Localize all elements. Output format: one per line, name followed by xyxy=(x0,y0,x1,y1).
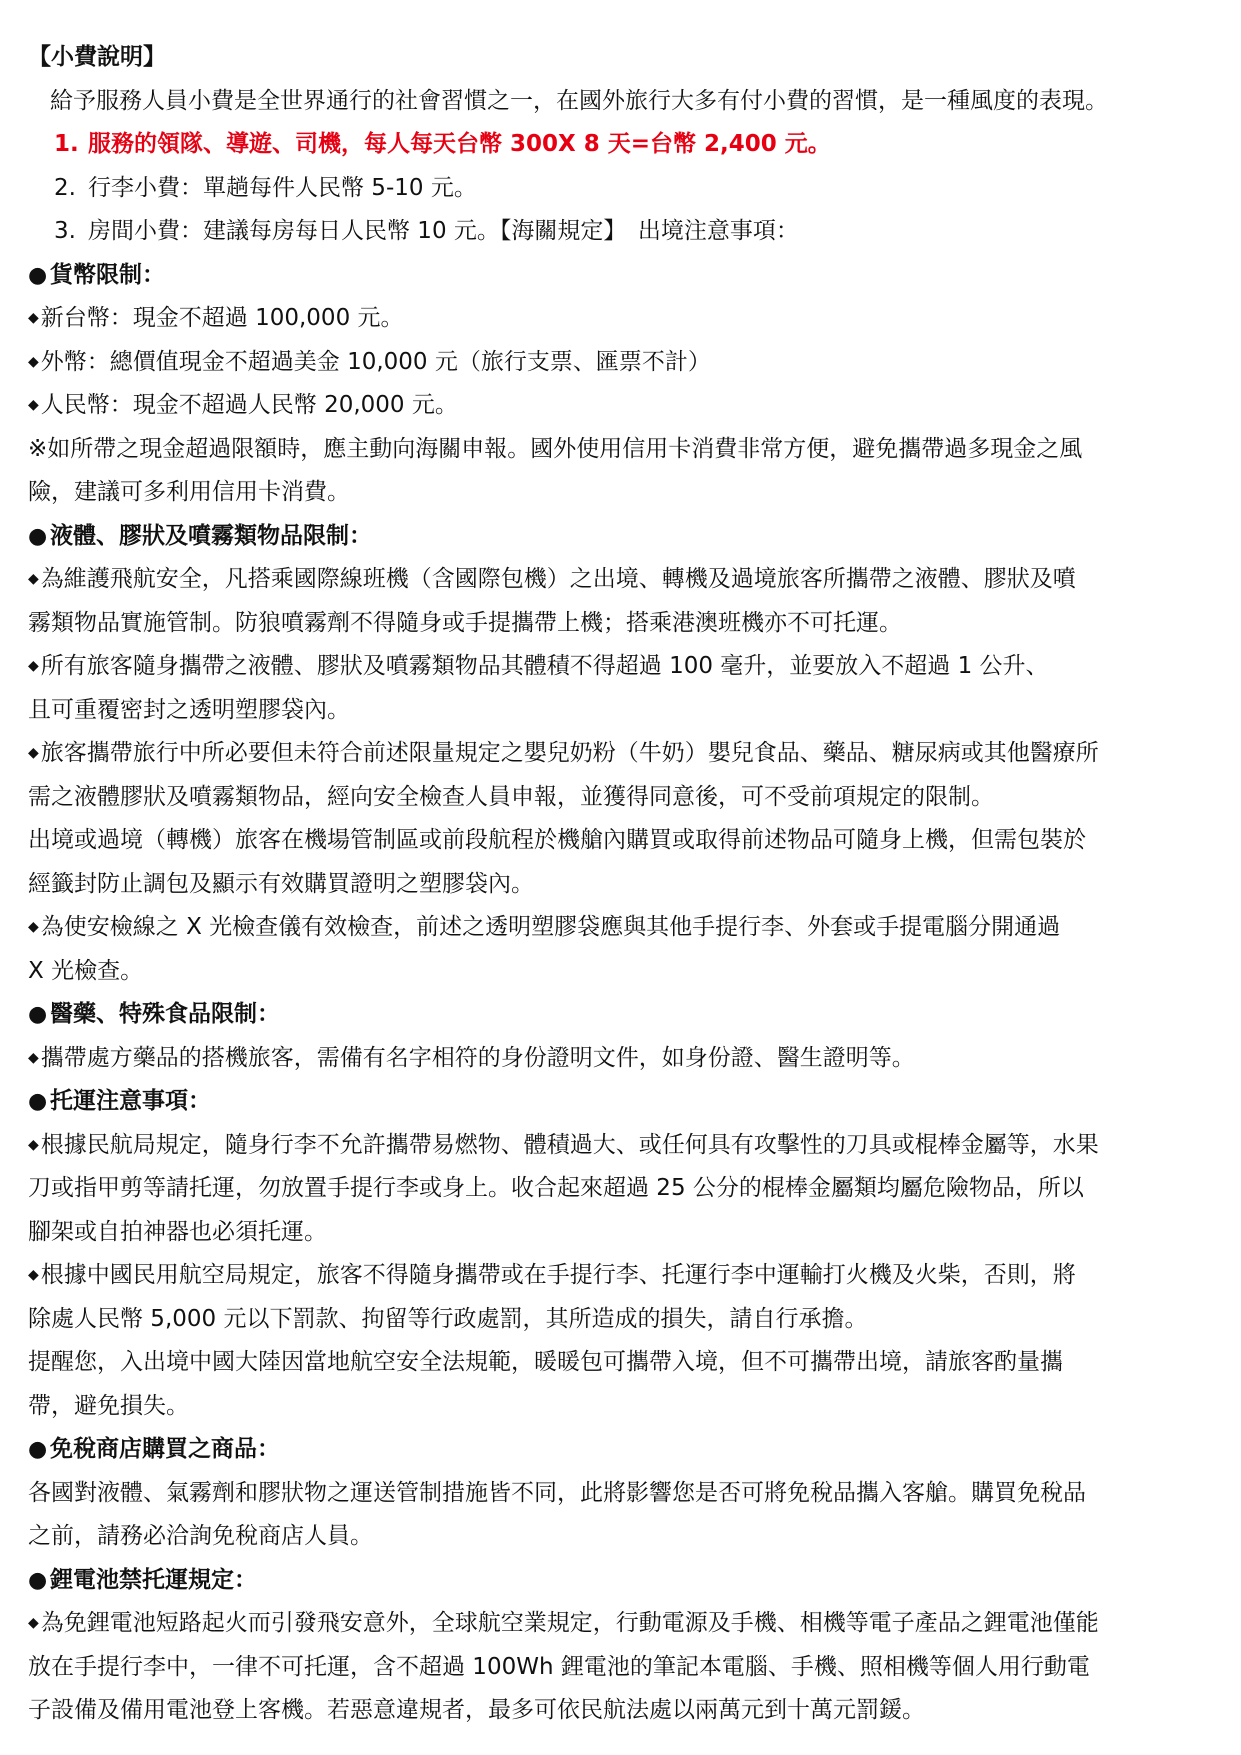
diamond-bullet-icon: ◆ xyxy=(28,1615,39,1631)
diamond-bullet-icon: ◆ xyxy=(28,397,39,413)
battery-p1-line-2: 放在手提行李中，一律不可托運，含不超過 100Wh 鋰電池的筆記本電腦、手機、照相機等個人用行動電 xyxy=(28,1653,1090,1680)
tip-section-title: 【小費說明】 xyxy=(28,44,166,70)
tip-item-number: 2. xyxy=(54,174,76,201)
heading-text: 免稅商店購買之商品： xyxy=(50,1436,280,1462)
checked-p1-line-3: 腳架或自拍神器也必須托運。 xyxy=(28,1218,327,1245)
line-text: 攜帶處方藥品的搭機旅客，需備有名字相符的身份證明文件，如身份證、醫生證明等。 xyxy=(40,1044,915,1071)
heading-text: 鋰電池禁托運規定： xyxy=(50,1566,257,1593)
diamond-bullet-icon: ◆ xyxy=(28,1136,39,1153)
line-text: 為維護飛航安全，凡搭乘國際線班機（含國際包機）之出境、轉機及過境旅客所攜帶之液體、膠狀及噴 xyxy=(40,566,1076,592)
liquids-p2-line-2: 且可重覆密封之透明塑膠袋內。 xyxy=(28,696,350,723)
liquids-p3-line-2: 需之液體膠狀及噴霧類物品，經向安全檢查人員申報，並獲得同意後，可不受前項規定的限制。 xyxy=(28,783,994,810)
checked-p1-line-2: 刀或指甲剪等請托運，勿放置手提行李或身上。收合起來超過 25 公分的棍棒金屬類均屬危險物品，所以 xyxy=(28,1175,1084,1201)
tip-item-text: 服務的領隊、導遊、司機，每人每天台幣 300X 8 天=台幣 2,400 元。 xyxy=(88,131,831,157)
dot-bullet-icon: ● xyxy=(28,523,48,549)
line-text: 為使安檢線之 X 光檢查儀有效檢查，前述之透明塑膠袋應與其他手提行李、外套或手提電腦分開通過 xyxy=(40,914,1061,940)
tip-item-number: 1. xyxy=(54,131,79,157)
currency-line-twd xyxy=(28,297,1213,341)
checked-p2-line-2: 除處人民幣 5,000 元以下罰款、拘留等行政處罰，其所造成的損失，請自行承擔。 xyxy=(28,1305,868,1332)
liquids-heading xyxy=(28,515,1213,559)
checked-p1-line-1 xyxy=(28,1124,1213,1168)
heading-text: 醫藥、特殊食品限制： xyxy=(50,1001,280,1027)
dot-bullet-icon: ● xyxy=(28,262,48,288)
tip-item-1 xyxy=(28,123,1213,167)
dot-bullet-icon: ● xyxy=(28,1002,48,1027)
checked-heading xyxy=(28,1080,1213,1124)
diamond-bullet-icon: ◆ xyxy=(28,1049,39,1066)
heading-text: 液體、膠狀及噴霧類物品限制： xyxy=(50,522,372,549)
dot-bullet-icon: ● xyxy=(28,1437,48,1462)
line-text: 為免鋰電池短路起火而引發飛安意外，全球航空業規定，行動電源及手機、相機等電子產品之鋰電池僅能 xyxy=(40,1610,1099,1636)
heading-text: 貨幣限制： xyxy=(50,261,165,288)
currency-line-foreign xyxy=(28,341,1213,385)
currency-line-rmb xyxy=(28,384,1213,428)
checked-p2-line-3: 提醒您，入出境中國大陸因當地航空安全法規範，暖暖包可攜帶入境，但不可攜帶出境，請旅客酌量攜 xyxy=(28,1349,1063,1375)
liquids-p1-line-2: 霧類物品實施管制。防狼噴霧劑不得隨身或手提攜帶上機；搭乘港澳班機亦不可托運。 xyxy=(28,609,902,636)
tip-item-3 xyxy=(28,210,1213,254)
medicine-heading xyxy=(28,993,1213,1037)
diamond-bullet-icon: ◆ xyxy=(28,353,39,370)
battery-p1-line-1 xyxy=(28,1602,1213,1646)
tip-item-text: 房間小費：建議每房每日人民幣 10 元。【海關規定】 出境注意事項： xyxy=(88,218,799,244)
dot-bullet-icon: ● xyxy=(28,1567,48,1593)
liquids-p4-line-1 xyxy=(28,906,1213,950)
dutyfree-heading xyxy=(28,1428,1213,1472)
line-text: 新台幣：現金不超過 100,000 元。 xyxy=(40,305,404,331)
line-text: 旅客攜帶旅行中所必要但未符合前述限量規定之嬰兒奶粉（牛奶）嬰兒食品、藥品、糖尿病或其他醫療所 xyxy=(40,740,1099,766)
diamond-bullet-icon: ◆ xyxy=(28,745,39,761)
tip-item-text: 行李小費：單趟每件人民幣 5-10 元。 xyxy=(88,174,477,201)
line-text: 根據中國民用航空局規定，旅客不得隨身攜帶或在手提行李、托運行李中運輸打火機及火柴，否則，將 xyxy=(40,1262,1076,1288)
battery-p1-line-3: 子設備及備用電池登上客機。若惡意違規者，最多可依民航法處以兩萬元到十萬元罰鍰。 xyxy=(28,1697,925,1723)
diamond-bullet-icon: ◆ xyxy=(28,310,39,326)
tip-item-2 xyxy=(28,167,1213,211)
currency-note-line-2: 險，建議可多利用信用卡消費。 xyxy=(28,479,350,505)
tip-item-number: 3. xyxy=(54,218,76,244)
diamond-bullet-icon: ◆ xyxy=(28,919,39,935)
dutyfree-p1-line-1: 各國對液體、氣霧劑和膠狀物之運送管制措施皆不同，此將影響您是否可將免稅品攜入客艙。購買免稅品 xyxy=(28,1479,1086,1506)
checked-p2-line-1 xyxy=(28,1254,1213,1298)
battery-heading xyxy=(28,1559,1213,1603)
diamond-bullet-icon: ◆ xyxy=(28,658,39,674)
diamond-bullet-icon: ◆ xyxy=(28,571,39,587)
diamond-bullet-icon: ◆ xyxy=(28,1267,39,1283)
liquids-p3-line-1 xyxy=(28,732,1213,776)
document-page xyxy=(28,36,1213,1733)
line-text: 人民幣：現金不超過人民幣 20,000 元。 xyxy=(40,392,458,418)
liquids-p2-line-1 xyxy=(28,645,1213,689)
dot-bullet-icon: ● xyxy=(28,1089,48,1114)
heading-text: 托運注意事項： xyxy=(50,1088,211,1114)
liquids-p3-line-3: 出境或過境（轉機）旅客在機場管制區或前段航程於機艙內購買或取得前述物品可隨身上機，但需包裝於 xyxy=(28,827,1086,853)
liquids-p3-line-4: 經籤封防止調包及顯示有效購買證明之塑膠袋內。 xyxy=(28,870,534,897)
dutyfree-p1-line-2: 之前，請務必洽詢免稅商店人員。 xyxy=(28,1523,373,1549)
line-text: 根據民航局規定，隨身行李不允許攜帶易燃物、體積過大、或任何具有攻擊性的刀具或棍棒金屬等，水果 xyxy=(40,1131,1099,1158)
currency-note-line-1: ※如所帶之現金超過限額時，應主動向海關申報。國外使用信用卡消費非常方便，避免攜帶過多現金之風 xyxy=(28,435,1083,462)
line-text: 外幣：總價值現金不超過美金 10,000 元（旅行支票、匯票不計） xyxy=(40,348,711,375)
liquids-p1-line-1 xyxy=(28,558,1213,602)
checked-p2-line-4: 帶，避免損失。 xyxy=(28,1392,189,1419)
line-text: 所有旅客隨身攜帶之液體、膠狀及噴霧類物品其體積不得超過 100 毫升，並要放入不超過 1 公升、 xyxy=(40,653,1049,679)
tip-intro: 給予服務人員小費是全世界通行的社會習慣之一，在國外旅行大多有付小費的習慣，是一種風度的表現。 xyxy=(50,87,1108,114)
medicine-p1 xyxy=(28,1037,1213,1081)
currency-heading xyxy=(28,254,1213,298)
liquids-p4-line-2: X 光檢查。 xyxy=(28,957,144,984)
